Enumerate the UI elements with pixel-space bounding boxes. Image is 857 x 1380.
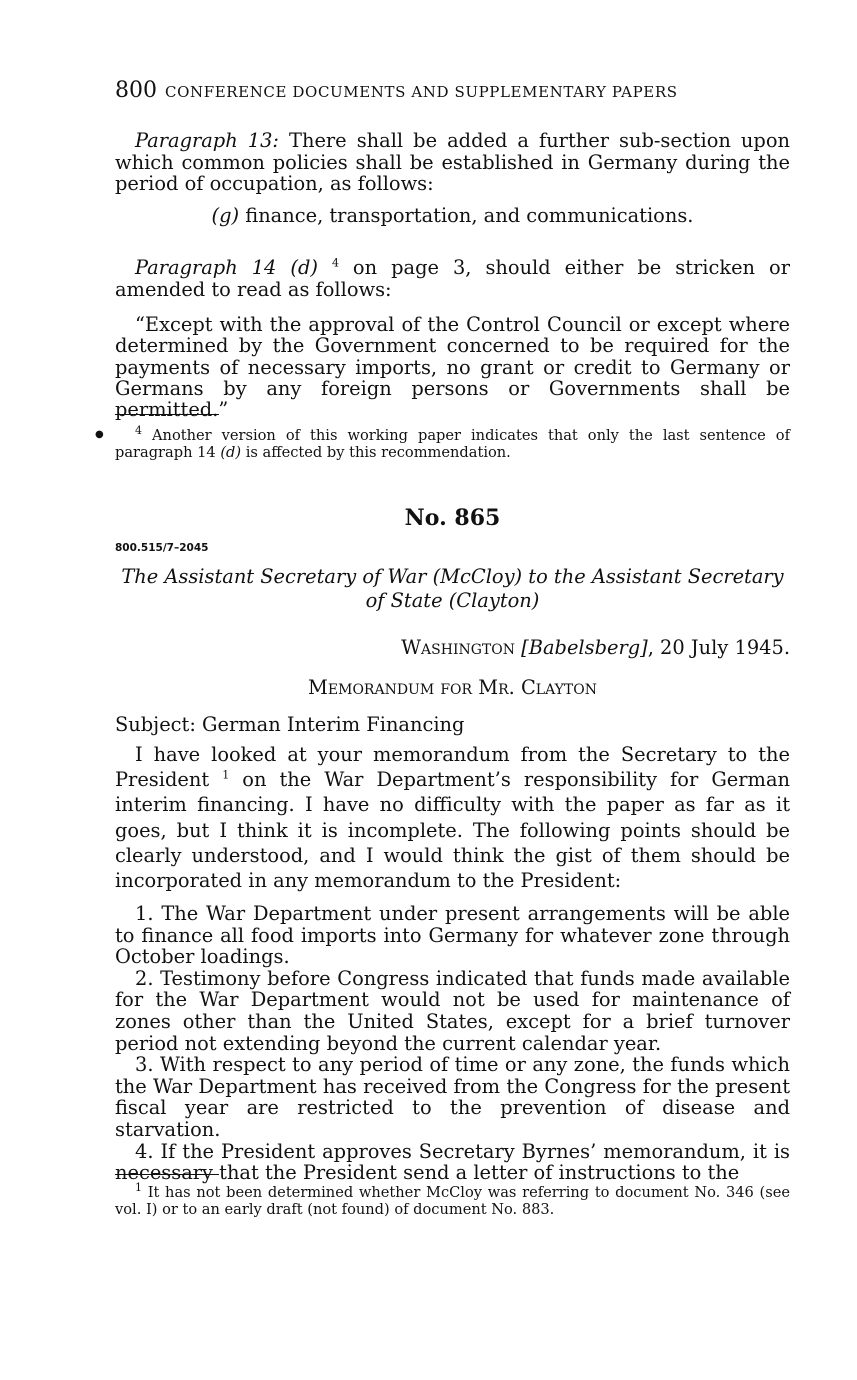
memo-points: [115, 903, 790, 1184]
document-number: No. 865: [404, 505, 501, 531]
dateline: [401, 636, 790, 659]
paragraph-13-label: Paragraph 13:: [135, 129, 279, 152]
footnote-rule: [115, 414, 219, 415]
page-number: 800: [115, 78, 157, 103]
memo-intro: I have looked at your memorandum from the Secretary to the President $^1$ on the War Department’s responsibility for German interim financing. I have no difficulty with the paper as far as it goes, but I think it is incomplete. The following points should be clearly understood, and I would think the gist of them should be incorporated in any memorandum to the President:: [115, 743, 790, 893]
subject-line: Subject: German Interim Financing: [115, 713, 465, 736]
paragraph-13-text: There shall be added a further sub-section upon which common policies shall be established in Germany during the period of occupation, as follows:: [115, 129, 790, 196]
footnote-ref-4[interactable]: 4: [331, 256, 339, 270]
footnote-1: $^1$ It has not been determined whether McCloy was referring to document No. 346 (see vol. I) or to an early draft (not found) of document No. 883.: [115, 1181, 790, 1219]
running-title: CONFERENCE DOCUMENTS AND SUPPLEMENTARY PAPERS: [165, 83, 678, 101]
quoted-amendment: “Except with the approval of the Control Council or except where determined by the Government concerned to be required for the payments of necessary imports, no grant or credit to Germany or Germans by any foreign persons or Governments shall be permitted.”: [115, 313, 790, 421]
list-item: 1. The War Department under present arrangements will be able to finance all food imports into Germany for whatever zone through October loadings.: [115, 902, 790, 969]
dateline-place: Washington: [401, 636, 515, 659]
paragraph-14-label: Paragraph 14: [135, 256, 277, 279]
paragraph-14: Paragraph 14 (d) $^4$ on page 3, should either be stricken or amended to read as follows: “Except with the approval of the Control Council or except where determined by the Government concerned to be required for the payments of necessary imports, no grant or credit to Germany or Germans by any foreign persons or Governments shall be permitted.”: [115, 256, 790, 421]
dateline-bracket: [Babelsberg]: [521, 636, 648, 659]
margin-bullet-icon: ●: [95, 429, 104, 440]
paragraph-13-item: (g) finance, transportation, and communications.: [211, 203, 694, 227]
memo-body: [115, 742, 790, 893]
list-item: 2. Testimony before Congress indicated that funds made available for the War Department would not be used for maintenance of zones other than the United States, except for a brief turnover period not extending beyond the current calendar year.: [115, 966, 790, 1055]
list-item: 3. With respect to any period of time or any zone, the funds which the War Department has received from the Congress for the present fiscal year are restricted to the prevention of disease and starvation.: [115, 1053, 790, 1141]
footnote-rule: [115, 1174, 219, 1175]
footnote-4: ● $^4$ Another version of this working paper indicates that only the last sentence of paragraph 14 (d) is affected by this recommendation.: [95, 424, 790, 462]
running-head: [115, 78, 790, 103]
document-title: The Assistant Secretary of War (McCloy) to the Assistant Secretary of State (Clayton): [121, 565, 784, 612]
file-reference: 800.515/7–2045: [115, 542, 209, 554]
footnote-ref-1[interactable]: 1: [222, 768, 230, 782]
dateline-date: , 20 July 1945.: [647, 636, 790, 659]
paragraph-13: [115, 130, 790, 226]
memo-heading: Memorandum for Mr. Clayton: [308, 676, 597, 699]
list-item: 4. If the President approves Secretary Byrnes’ memorandum, it is necessary that the President send a letter of instructions to the: [115, 1139, 790, 1185]
